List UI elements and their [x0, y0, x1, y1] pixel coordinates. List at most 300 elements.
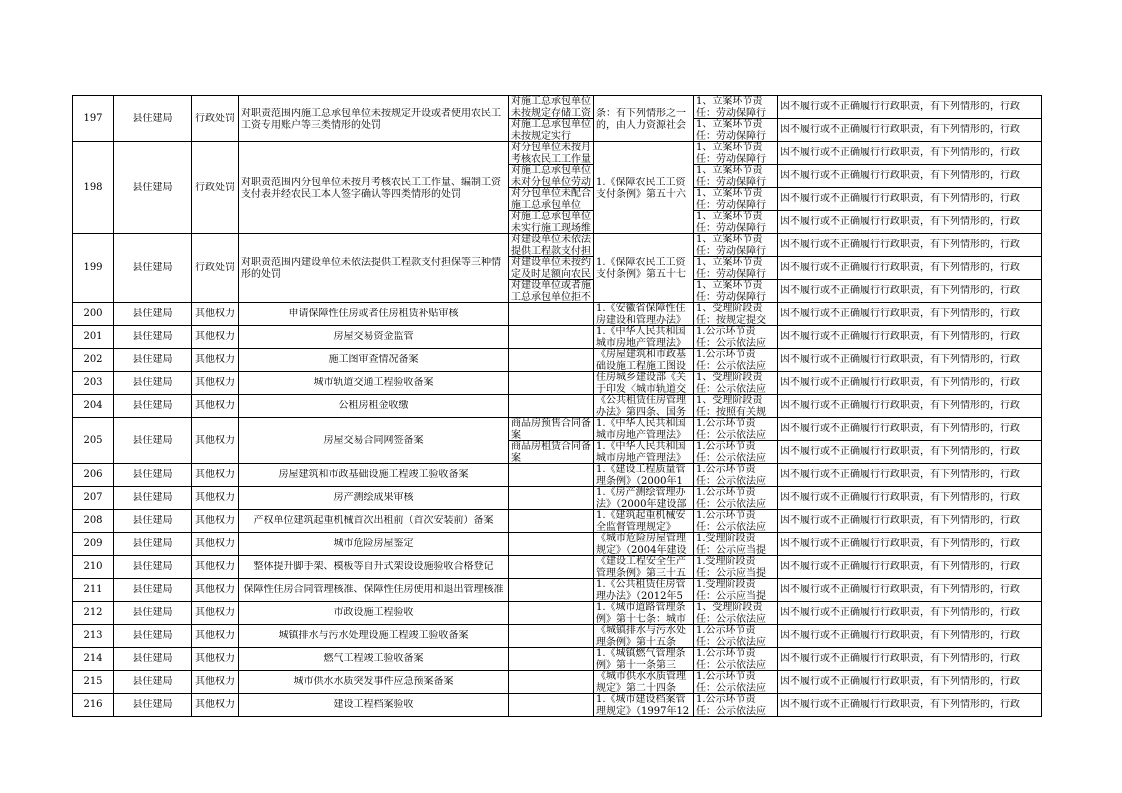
power-type [192, 96, 239, 142]
legal-basis-text: 《建设工程安全生产管理条例》第三十五 [596, 556, 686, 578]
sub-item-text: 对建设单位未依法提供工程款支付担 [511, 234, 591, 256]
department [114, 96, 192, 142]
row-number [73, 671, 114, 694]
sub-item [509, 395, 594, 418]
power-name [239, 671, 509, 694]
department-text: 县住建局 [132, 538, 173, 549]
row-number-text: 204 [83, 400, 103, 411]
power-name-text: 对职责范围内分包单位未按月考核农民工工作量、编制工资支付表并经农民工本人签字确认等四类情形的处罚 [241, 176, 501, 199]
responsibility-text: 1、立案环节责任：劳动保障行 [696, 188, 766, 210]
power-name [239, 395, 509, 418]
responsibility [694, 510, 778, 533]
liability-text: 因不履行或不正确履行行政职责，有下列情形的，行政 [780, 492, 1020, 503]
sub-item [509, 234, 594, 257]
liability [778, 372, 1042, 395]
power-type [192, 487, 239, 510]
responsibility-text: 1、立案环节责任：劳动保障行 [696, 142, 766, 164]
department [114, 464, 192, 487]
table-row [73, 556, 1042, 579]
responsibility [694, 280, 778, 303]
row-number [73, 533, 114, 556]
power-name-text: 市政设施工程验收 [333, 607, 414, 618]
liability [778, 188, 1042, 211]
department-text: 县住建局 [132, 584, 173, 595]
power-name [239, 142, 509, 234]
department-text: 县住建局 [132, 354, 173, 365]
responsibility [694, 556, 778, 579]
legal-basis-text: 1.《保障农民工工资支付条例》第五十七 [596, 257, 686, 279]
power-name [239, 533, 509, 556]
power-type-text: 行政处罚 [195, 262, 235, 273]
legal-basis [594, 441, 694, 464]
row-number [73, 579, 114, 602]
power-name-text: 城市危险房屋鉴定 [333, 538, 414, 549]
department [114, 556, 192, 579]
power-name [239, 579, 509, 602]
legal-basis [594, 142, 694, 234]
legal-basis [594, 395, 694, 418]
row-number [73, 418, 114, 464]
responsibility [694, 694, 778, 717]
legal-basis-text: 1.《建设工程质量管理条例》（2000年1 [596, 464, 686, 486]
liability [778, 395, 1042, 418]
liability [778, 602, 1042, 625]
liability-text: 因不履行或不正确履行行政职责，有下列情形的，行政 [780, 469, 1020, 480]
table-row [73, 464, 1042, 487]
department-text: 县住建局 [132, 112, 173, 124]
legal-basis-text: 条：有下列情形之一的，由人力资源社会 [596, 107, 686, 130]
power-type-text: 其他权力 [195, 434, 235, 446]
legal-basis-text: 1.《城镇燃气管理条例》第十一条第三 [596, 648, 686, 670]
power-name-text: 施工图审查情况备案 [328, 354, 419, 365]
sub-item [509, 441, 594, 464]
sub-item [509, 326, 594, 349]
sub-item-text: 对分包单位未配合施工总承包单位 [511, 188, 591, 210]
liability-text: 因不履行或不正确履行行政职责，有下列情形的，行政 [780, 515, 1020, 526]
legal-basis [594, 96, 694, 142]
liability-text: 因不履行或不正确履行行政职责，有下列情形的，行政 [780, 262, 1020, 273]
department [114, 487, 192, 510]
liability [778, 96, 1042, 119]
power-name [239, 464, 509, 487]
power-type-text: 其他权力 [195, 607, 235, 618]
liability [778, 671, 1042, 694]
department [114, 510, 192, 533]
power-name [239, 303, 509, 326]
power-type [192, 556, 239, 579]
department [114, 303, 192, 326]
power-type-text: 其他权力 [195, 699, 235, 710]
responsibility-text: 1、立案环节责任：劳动保障行 [696, 280, 766, 302]
power-type [192, 694, 239, 717]
power-type [192, 510, 239, 533]
legal-basis [594, 625, 694, 648]
power-name-text: 保障性住房合同管理核准、保障性住房使用和退出管理核准 [243, 584, 504, 595]
table-row [73, 96, 1042, 119]
liability [778, 142, 1042, 165]
liability-text: 因不履行或不正确履行行政职责，有下列情形的，行政 [780, 423, 1020, 434]
department-text: 县住建局 [132, 607, 173, 618]
liability [778, 257, 1042, 280]
row-number [73, 96, 114, 142]
row-number [73, 303, 114, 326]
legal-basis-text: 1.《中华人民共和国城市房地产管理法》 [596, 418, 686, 440]
power-name [239, 349, 509, 372]
liability-text: 因不履行或不正确履行行政职责，有下列情形的，行政 [780, 400, 1020, 411]
responsibility [694, 395, 778, 418]
sub-item [509, 533, 594, 556]
power-type-text: 行政处罚 [195, 112, 235, 124]
responsibility [694, 257, 778, 280]
legal-basis [594, 533, 694, 556]
liability [778, 349, 1042, 372]
department-text: 县住建局 [132, 262, 173, 273]
legal-basis [594, 234, 694, 303]
power-name-text: 房屋建筑和市政基础设施工程竣工验收备案 [278, 469, 469, 480]
table-row [73, 372, 1042, 395]
responsibility-text: 1.公示环节责任：公示依法应 [696, 648, 766, 670]
sub-item [509, 303, 594, 326]
sub-item-text: 对建设单位未按约定及时足额向农民 [511, 257, 591, 279]
power-name [239, 487, 509, 510]
liability [778, 694, 1042, 717]
power-type-text: 其他权力 [195, 676, 235, 687]
sub-item [509, 510, 594, 533]
row-number [73, 372, 114, 395]
department-text: 县住建局 [132, 331, 173, 342]
legal-basis-text: 1.《房产测绘管理办法》（2000年建设部 [596, 487, 687, 509]
responsibility [694, 165, 778, 188]
sub-item [509, 119, 594, 142]
sub-item [509, 280, 594, 303]
power-type [192, 648, 239, 671]
row-number [73, 648, 114, 671]
row-number-text: 197 [83, 112, 103, 124]
responsibility [694, 96, 778, 119]
table-row [73, 533, 1042, 556]
row-number-text: 213 [83, 630, 103, 641]
table-row [73, 694, 1042, 717]
legal-basis [594, 510, 694, 533]
liability-text: 因不履行或不正确履行行政职责，有下列情形的，行政 [780, 699, 1020, 710]
power-type-text: 其他权力 [195, 400, 235, 411]
sub-item [509, 96, 594, 119]
responsibility [694, 648, 778, 671]
row-number-text: 208 [83, 515, 103, 526]
liability [778, 280, 1042, 303]
responsibility [694, 533, 778, 556]
row-number-text: 206 [83, 469, 103, 480]
liability [778, 119, 1042, 142]
department [114, 533, 192, 556]
sub-item-text: 商品房预售合同备案 [511, 418, 591, 440]
power-type-text: 其他权力 [195, 377, 235, 388]
power-name-text: 房产测绘成果审核 [333, 492, 414, 503]
department-text: 县住建局 [132, 699, 173, 710]
responsibility-text: 1.公示环节责任：公示依法应 [696, 464, 766, 486]
power-type [192, 579, 239, 602]
legal-basis-text: 1.《保障农民工工资支付条例》第五十六 [596, 176, 686, 199]
sub-item [509, 372, 594, 395]
power-name [239, 648, 509, 671]
liability [778, 165, 1042, 188]
sub-item-text: 对分包单位未按月考核农民工工作量 [511, 142, 591, 164]
responsibility-text: 1.公示环节责任：公示依法应 [696, 441, 766, 463]
liability [778, 418, 1042, 441]
sub-item [509, 694, 594, 717]
department-text: 县住建局 [132, 469, 173, 480]
power-name [239, 372, 509, 395]
power-type [192, 372, 239, 395]
table-row [73, 487, 1042, 510]
legal-basis-text: 《房屋建筑和市政基础设施工程施工图设 [596, 349, 686, 371]
sub-item [509, 648, 594, 671]
row-number [73, 349, 114, 372]
legal-basis-text: 1.《中华人民共和国城市房地产管理法》 [596, 441, 686, 463]
department-text: 县住建局 [132, 308, 173, 319]
sub-item [509, 579, 594, 602]
row-number [73, 234, 114, 303]
liability [778, 464, 1042, 487]
table-row [73, 326, 1042, 349]
table-row [73, 303, 1042, 326]
table-row [73, 234, 1042, 257]
legal-basis-text: 1.《中华人民共和国城市房地产管理法》 [596, 326, 686, 348]
sub-item [509, 142, 594, 165]
power-type [192, 326, 239, 349]
power-type-text: 其他权力 [195, 331, 235, 342]
row-number-text: 198 [83, 181, 103, 193]
sub-item-text: 商品房租赁合同备案 [511, 441, 591, 463]
responsibility [694, 326, 778, 349]
table-row [73, 602, 1042, 625]
department [114, 694, 192, 717]
responsibility [694, 625, 778, 648]
row-number-text: 201 [83, 331, 103, 342]
sub-item-text: 对施工总承包单位未对分包单位劳动 [511, 165, 591, 187]
power-name [239, 694, 509, 717]
responsibility [694, 234, 778, 257]
legal-basis-text: 1.《公共租赁住房管理办法》（2012年5 [596, 579, 686, 601]
responsibility [694, 188, 778, 211]
responsibility-text: 1.公示环节责任：公示依法应 [696, 625, 766, 647]
sub-item-text: 对施工总承包单位未按规定存储工资 [511, 96, 591, 118]
liability [778, 211, 1042, 234]
liability-text: 因不履行或不正确履行行政职责，有下列情形的，行政 [780, 354, 1020, 365]
row-number-text: 216 [83, 699, 103, 710]
row-number-text: 205 [83, 434, 103, 446]
department-text: 县住建局 [132, 434, 173, 446]
responsibility [694, 142, 778, 165]
power-name [239, 625, 509, 648]
sub-item [509, 349, 594, 372]
sub-item [509, 487, 594, 510]
table-row [73, 625, 1042, 648]
sub-item-text: 对建设单位或者施工总承包单位拒不 [511, 280, 591, 302]
liability [778, 533, 1042, 556]
power-type-text: 其他权力 [195, 653, 235, 664]
table-row [73, 418, 1042, 441]
legal-basis-text: 1.《城市建设档案管理规定》（1997年12 [596, 694, 690, 716]
responsibility [694, 602, 778, 625]
row-number [73, 602, 114, 625]
department [114, 326, 192, 349]
power-type-text: 其他权力 [195, 354, 235, 365]
liability-text: 因不履行或不正确履行行政职责，有下列情形的，行政 [780, 147, 1020, 158]
power-type [192, 625, 239, 648]
responsibility-text: 1、立案环节责任：劳动保障行 [696, 234, 766, 256]
power-name-text: 申请保障性住房或者住房租赁补贴审核 [288, 308, 459, 319]
power-type-text: 其他权力 [195, 515, 235, 526]
sub-item [509, 211, 594, 234]
power-type [192, 303, 239, 326]
liability-text: 因不履行或不正确履行行政职责，有下列情形的，行政 [780, 584, 1020, 595]
row-number [73, 556, 114, 579]
responsibility-text: 1、立案环节责任：劳动保障行 [696, 211, 766, 233]
legal-basis-text: 住房城乡建设部《关于印发〈城市轨道交 [596, 372, 686, 394]
responsibility [694, 349, 778, 372]
power-type [192, 142, 239, 234]
power-name [239, 418, 509, 464]
row-number [73, 464, 114, 487]
table-row [73, 142, 1042, 165]
sub-item [509, 671, 594, 694]
power-name-text: 对职责范围内施工总承包单位未按规定开设或者使用农民工工资专用账户等三类情形的处罚 [241, 107, 501, 130]
power-name-text: 城市供水水质突发事件应急预案备案 [293, 676, 454, 687]
power-type-text: 其他权力 [195, 308, 235, 319]
power-type-text: 行政处罚 [195, 181, 235, 193]
power-name-text: 城镇排水与污水处理设施工程竣工验收备案 [278, 630, 469, 641]
table-row [73, 648, 1042, 671]
liability-text: 因不履行或不正确履行行政职责，有下列情形的，行政 [780, 538, 1020, 549]
power-type-text: 其他权力 [195, 630, 235, 641]
responsibility-text: 1.公示环节责任：公示依法应 [696, 349, 766, 371]
responsibility-text: 1、立案环节责任：劳动保障行 [696, 96, 766, 118]
responsibility [694, 303, 778, 326]
row-number [73, 625, 114, 648]
responsibility [694, 671, 778, 694]
liability-text: 因不履行或不正确履行行政职责，有下列情形的，行政 [780, 193, 1020, 204]
liability-text: 因不履行或不正确履行行政职责，有下列情形的，行政 [780, 630, 1020, 641]
power-type [192, 395, 239, 418]
row-number-text: 202 [83, 354, 103, 365]
power-list-table [72, 95, 1042, 717]
legal-basis-text: 《城镇排水与污水处理条例》第十五条 [596, 625, 686, 647]
power-name [239, 602, 509, 625]
legal-basis-text: 《城市危险房屋管理规定》（2004年建设 [596, 533, 687, 555]
power-name [239, 510, 509, 533]
liability-text: 因不履行或不正确履行行政职责，有下列情形的，行政 [780, 561, 1020, 572]
liability-text: 因不履行或不正确履行行政职责，有下列情形的，行政 [780, 331, 1020, 342]
department-text: 县住建局 [132, 630, 173, 641]
row-number-text: 207 [83, 492, 103, 503]
power-name [239, 96, 509, 142]
responsibility-text: 1.公示环节责任：公示依法应 [696, 510, 766, 532]
liability-text: 因不履行或不正确履行行政职责，有下列情形的，行政 [780, 101, 1020, 112]
department-text: 县住建局 [132, 492, 173, 503]
department [114, 372, 192, 395]
responsibility-text: 1、受理阶段责任：按规定提交 [696, 303, 766, 325]
legal-basis-text: 1.《城市道路管理条例》第十七条：城市 [596, 602, 686, 624]
row-number-text: 210 [83, 561, 103, 572]
row-number-text: 212 [83, 607, 103, 618]
table-row [73, 395, 1042, 418]
liability [778, 303, 1042, 326]
legal-basis [594, 349, 694, 372]
legal-basis-text: 1.《建筑起重机械安全监督管理规定》 [596, 510, 686, 532]
power-type [192, 464, 239, 487]
responsibility-text: 1、立案环节责任：劳动保障行 [696, 165, 766, 187]
department-text: 县住建局 [132, 400, 173, 411]
power-name [239, 234, 509, 303]
responsibility-text: 1.受理阶段责任：公示应当提 [696, 579, 766, 601]
department [114, 671, 192, 694]
legal-basis-text: 《城市供水水质管理规定》第二十四条 [596, 671, 686, 693]
department [114, 602, 192, 625]
department-text: 县住建局 [132, 377, 173, 388]
liability [778, 556, 1042, 579]
department-text: 县住建局 [132, 653, 173, 664]
department [114, 625, 192, 648]
liability-text: 因不履行或不正确履行行政职责，有下列情形的，行政 [780, 285, 1020, 296]
liability-text: 因不履行或不正确履行行政职责，有下列情形的，行政 [780, 216, 1020, 227]
sub-item [509, 257, 594, 280]
power-type-text: 其他权力 [195, 469, 235, 480]
liability [778, 625, 1042, 648]
legal-basis [594, 418, 694, 441]
legal-basis [594, 372, 694, 395]
legal-basis [594, 579, 694, 602]
liability-text: 因不履行或不正确履行行政职责，有下列情形的，行政 [780, 239, 1020, 250]
responsibility-text: 1.公示环节责任：公示依法应 [696, 418, 766, 440]
department [114, 418, 192, 464]
liability-text: 因不履行或不正确履行行政职责，有下列情形的，行政 [780, 446, 1020, 457]
legal-basis [594, 303, 694, 326]
power-name-text: 对职责范围内建设单位未依法提供工程款支付担保等三种情形的处罚 [241, 257, 501, 279]
responsibility [694, 464, 778, 487]
row-number-text: 215 [83, 676, 103, 687]
liability-text: 因不履行或不正确履行行政职责，有下列情形的，行政 [780, 676, 1020, 687]
power-type [192, 533, 239, 556]
responsibility [694, 211, 778, 234]
department-text: 县住建局 [132, 561, 173, 572]
row-number-text: 209 [83, 538, 103, 549]
sub-item [509, 556, 594, 579]
sub-item [509, 602, 594, 625]
liability [778, 441, 1042, 464]
row-number-text: 214 [83, 653, 103, 664]
sub-item-text: 对施工总承包单位未实行施工现场维 [511, 211, 591, 233]
department [114, 648, 192, 671]
legal-basis [594, 487, 694, 510]
power-type [192, 602, 239, 625]
power-name-text: 公租房租金收缴 [338, 400, 409, 411]
department-text: 县住建局 [132, 676, 173, 687]
responsibility-text: 1、立案环节责任：劳动保障行 [696, 257, 766, 279]
sub-item [509, 165, 594, 188]
department [114, 395, 192, 418]
responsibility [694, 579, 778, 602]
power-name-text: 房屋交易合同网签备案 [323, 434, 424, 446]
power-type-text: 其他权力 [195, 492, 235, 503]
responsibility-text: 1、受理阶段责任：公示依法应 [696, 602, 766, 624]
power-name-text: 建设工程档案验收 [333, 699, 414, 710]
liability [778, 579, 1042, 602]
responsibility-text: 1、受理阶段责任：按照有关规 [696, 395, 766, 417]
department [114, 349, 192, 372]
power-type-text: 其他权力 [195, 584, 235, 595]
row-number-text: 203 [83, 377, 103, 388]
